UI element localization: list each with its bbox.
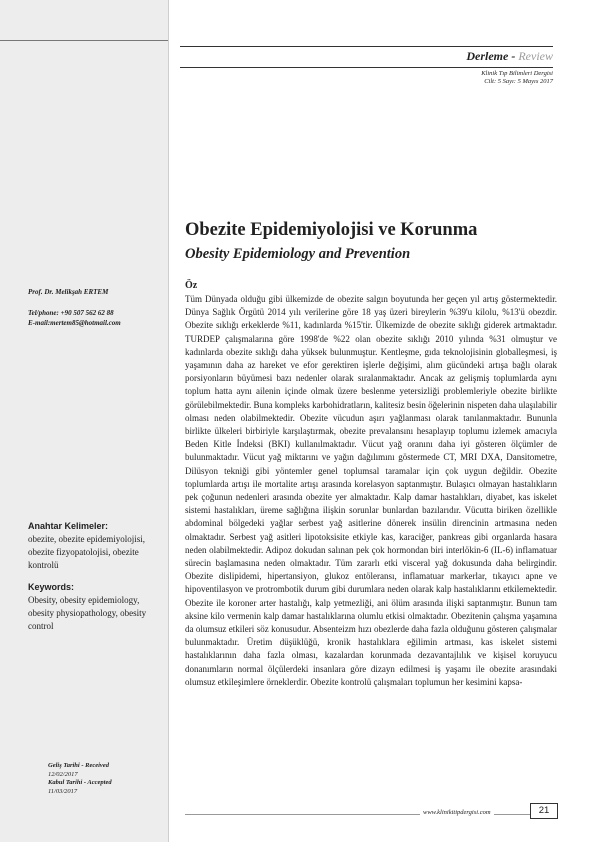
accepted-date: 11/03/2017 [48, 787, 78, 795]
keywords-en-heading: Keywords: [28, 582, 75, 592]
author-email: E-mail:mertem85@hotmail.com [28, 319, 121, 327]
footer-url[interactable]: www.klinikitipdergisi.com [420, 809, 494, 816]
article-type [180, 49, 553, 64]
sidebar-divider [0, 40, 168, 41]
author-name: Prof. Dr. Melikşah ERTEM [28, 288, 109, 296]
header-rule-top [180, 46, 553, 47]
article-title-tr: Obezite Epidemiyolojisi ve Korunma [185, 220, 478, 240]
article-type-en: Review [518, 49, 553, 63]
author-phone: Tel/phone: +90 507 562 62 88 [28, 309, 114, 317]
page-number: 21 [530, 803, 558, 819]
header-rule-bottom [180, 67, 553, 68]
article-title-en: Obesity Epidemiology and Prevention [185, 246, 411, 262]
keywords-tr-heading: Anahtar Kelimeler: [28, 521, 109, 531]
keywords-tr: obezite, obezite epidemiyolojisi, obezite fizyopatolojisi, obezite kontrolü [28, 534, 145, 570]
left-sidebar [0, 0, 169, 842]
author-block [28, 287, 163, 328]
abstract-body [185, 293, 557, 689]
journal-header [180, 46, 553, 86]
received-label: Geliş Tarihi - Received [48, 762, 109, 769]
abstract-heading: Öz [185, 280, 198, 291]
keywords-en: Obesity, obesity epidemiology, obesity physiopathology, obesity control [28, 595, 147, 631]
received-date: 12/02/2017 [48, 770, 78, 778]
abstract-text: Tüm Dünyada olduğu gibi ülkemizde de obezite salgın boyutunda her geçen yıl artış göstermektedir. Dünya Sağlık Örgütü 2014 yılı verilerine göre 18 yaş üzeri bireylerin %39'u kilolu, %13'ü obezdir. Obezite sıklığı erkeklerde %11, kadınlarda %15'tir. Ülkemizde de obezite sıklığı giderek artmaktadır. TURDEP çalışmalarına göre 1998'de %22 olan obezite sıklığı 2010 yılında %31 olmuştur ve kadınlarda obezite sıklığı daha yüksek bulunmuştur. Kentleşme, gıda teknolojisinin globalleşmesi, iş yaşamının daha az hareket ve efor gerektiren işlerle değişimi, alım gücündeki artışa bağlı olarak porsiyonların büyümesi bazı nedenler olarak sıralanmaktadır. Ancak az gelişmiş toplumlarda aynı toplum hatta aynı ailenin içinde olmak üzere beslenme yetersizliği problemleriyle obezite birlikte görülebilmektedir. Buna kompleks karbohidratların, kalitesiz besin öğelerinin nispeten daha ulaşılabilir olması neden olabilmektedir. Obezite vücudun aşırı yağlanması olarak tanılanmaktadır. Bununla birlikte ülkeleri birbiriyle karşılaştırmak, obezite prevalansını hesaplayıp toplumu izlemek amacıyla Beden Kitle İndeksi (BKI) kullanılmaktadır. Vücut yağ oranını daha iyi gösteren ölçümler de bulunmaktadır. Vücut yağ miktarını ve yağın dağılımını göstermede CT, MRI DXA, Dansitometre, Dilüsyon tekniği gibi yöntemler genel toplumsal taramalar için çok uygun değildir. Obezite toplumlarda artışı ile mortalite artışı arasında korelasyon saptanmıştır. Bulaşıcı olmayan hastalıkların pek çoğunun nedenleri arasında obezite yer almaktadır. Kalp damar hastalıkları, diyabet, kas iskelet sistemi hastalıkları, üreme sağlığına ilişkin sorunlar bunlardan bazılarıdır. Vücutta biriken özellikle abdominal bölgedeki yağlar serbest yağ asitlerine dönerek insülin direncinin artmasına neden olmaktadır. Serbest yağ asitleri lipotoksisite etkiyle kas, karaciğer, pankreas gibi organlarda hasara neden olabilmektedir. Adipoz dokudan salınan pek çok hormondan biri interlökin-6 (IL-6) inflamatuar sürecin başlamasına neden olmaktadır. Tüm zararlı etki visceral yağ dokusunda daha belirgindir. Obezite dislipidemi, hipertansiyon, glukoz entöleransı, inflamatuar markerlar, tıkayıcı apne ve hipoventilasyon ve protrombotik durum gibi durumlara neden olarak kalp hastalıklarını etkilemektedir. Obezite ile koroner arter hastalığı, kalp yetmezliği, ani ölüm arasında ilişki saptanmıştır. Bunun tam aksine kilo vermenin kalp damar hastalıklarına olumlu etkisi olmaktadır. Obezitenin çalışma yaşamına da olumsuz etkileri söz konusudur. Absenteizm hızı obezlerde daha fazla olduğunu gösteren çalışmalar bulunmaktadır. Üretim düşüklüğü, kronik hastalıklara eğilimin artması, kas iskelet sistemi hastalıklarının daha fazla olması, kazalardan korunmada dezavantajlılık ve kişisel koruyucu donanımların normal ölçülerdeki insanlara göre dizayn edilmesi iş yaşamı ile obezite arasındaki olumsuz etkileşimlere örneklerdir. Obezite kontrolü çalışmaları toplumun her kesimini kapsa- [185, 294, 557, 687]
journal-issue: Cilt: 5 Sayı: 5 Mayıs 2017 [484, 78, 553, 85]
journal-name: Klinik Tıp Bilimleri Dergisi [481, 70, 553, 77]
keywords-block [28, 520, 158, 633]
article-dates [48, 762, 112, 796]
article-type-tr: Derleme - [466, 49, 516, 63]
accepted-label: Kabul Tarihi - Accepted [48, 779, 112, 786]
